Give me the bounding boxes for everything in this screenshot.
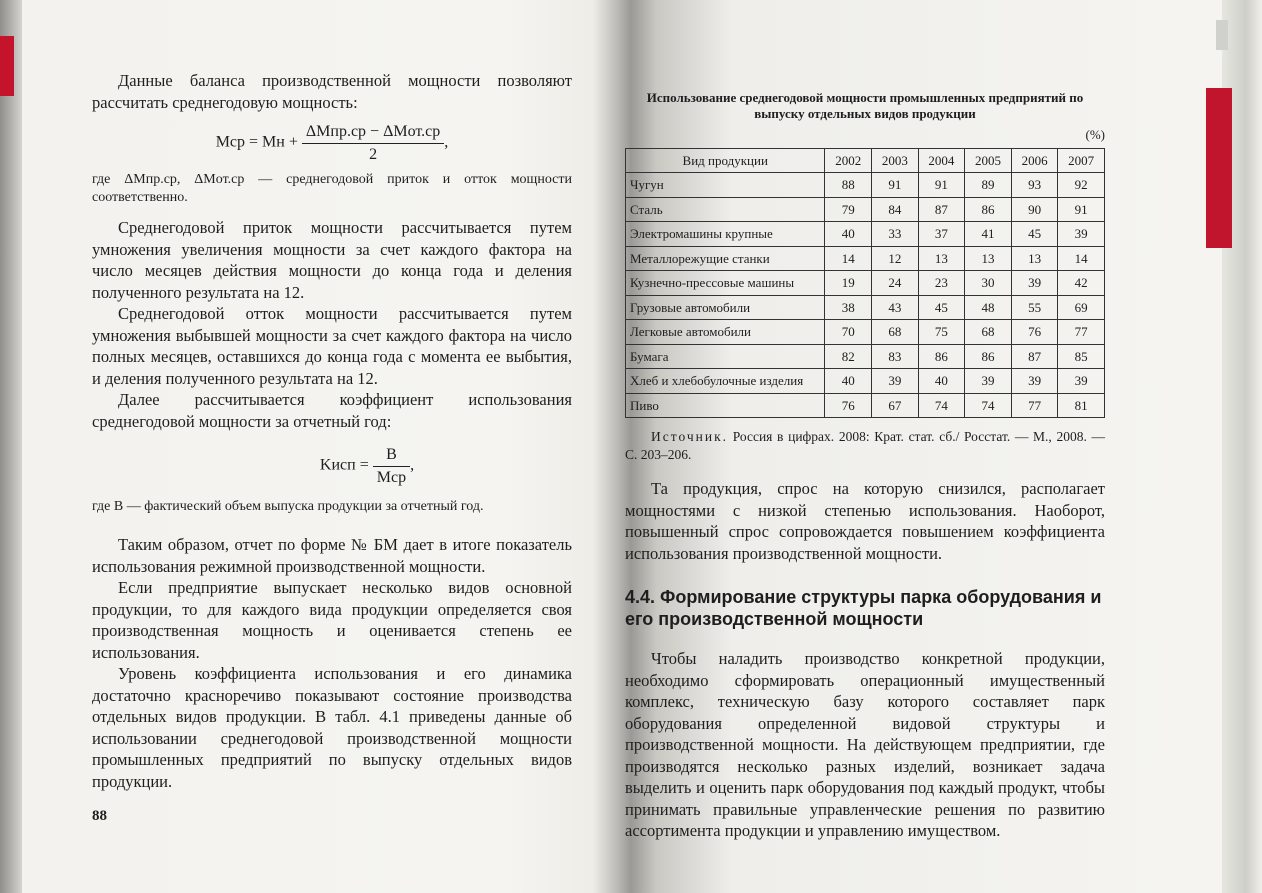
row-label: Сталь <box>626 197 825 222</box>
formula-tail: , <box>410 456 415 474</box>
table-cell: 83 <box>872 344 919 369</box>
table-cell: 86 <box>965 344 1012 369</box>
table-cell: 33 <box>872 222 919 247</box>
table-cell: 88 <box>825 173 872 198</box>
table-cell: 89 <box>965 173 1012 198</box>
paragraph: Уровень коэффициента использования и его динамика достаточно красноречиво показывают состояние производства отдельных видов продукции. В табл. 4.1 приведены данные об использовании среднегодовой производственной мощности промышленных предприятий по выпуску отдельных видов продукции. <box>92 664 572 791</box>
table-cell: 12 <box>872 246 919 271</box>
formula-denominator: Mср <box>376 468 407 486</box>
table-cell: 13 <box>918 246 965 271</box>
row-label: Грузовые автомобили <box>626 295 825 320</box>
formula-lhs: Kисп = <box>319 456 369 474</box>
source-text: Россия в цифрах. 2008: Крат. стат. сб./ Росстат. — М., 2008. — С. 203–206. <box>625 429 1106 462</box>
formula-explanation: где B — фактический объем выпуска продукции за отчетный год. <box>92 499 484 514</box>
paragraph: Если предприятие выпускает несколько видов основной продукции, то для каждого вида продукции определяется своя производственная мощность и оценивается степень ее использования. <box>92 578 572 662</box>
paragraph: Та продукция, спрос на которую снизился, располагает мощностями с низкой степенью использования. Наоборот, повышенный спрос сопровождается повышением коэффициента использования производственной мощности. <box>625 479 1105 563</box>
table-cell: 91 <box>1058 197 1105 222</box>
table-cell: 76 <box>1011 320 1058 345</box>
table-cell: 39 <box>872 369 919 394</box>
table-cell: 68 <box>872 320 919 345</box>
table-cell: 19 <box>825 271 872 296</box>
column-header: 2005 <box>965 148 1012 173</box>
table-cell: 41 <box>965 222 1012 247</box>
table-cell: 40 <box>825 222 872 247</box>
capacity-usage-table <box>625 148 1105 419</box>
left-page <box>92 70 572 792</box>
right-red-bookmark-tab <box>1206 88 1232 248</box>
table-cell: 24 <box>872 271 919 296</box>
formula-fraction <box>302 121 444 165</box>
table-cell: 69 <box>1058 295 1105 320</box>
formula-denominator: 2 <box>369 145 378 163</box>
table-cell: 86 <box>918 344 965 369</box>
formula-explanation: где ΔMпр.ср, ΔMот.ср — среднегодовой приток и отток мощности соответственно. <box>92 172 572 205</box>
table-cell: 86 <box>965 197 1012 222</box>
table-row <box>626 222 1105 247</box>
table-cell: 77 <box>1011 393 1058 418</box>
right-grey-tab <box>1216 20 1228 50</box>
section-heading: 4.4. Формирование структуры парка оборудования и его производственной мощности <box>625 587 1102 629</box>
row-label: Хлеб и хлебобулочные изделия <box>626 369 825 394</box>
table-cell: 43 <box>872 295 919 320</box>
paragraph: Данные баланса производственной мощности позволяют рассчитать среднегодовую мощность: <box>92 71 572 112</box>
table-row <box>626 344 1105 369</box>
table-cell: 30 <box>965 271 1012 296</box>
column-header: 2004 <box>918 148 965 173</box>
row-label: Пиво <box>626 393 825 418</box>
table-header-row <box>626 148 1105 173</box>
table-cell: 74 <box>918 393 965 418</box>
table-cell: 48 <box>965 295 1012 320</box>
right-page <box>625 90 1105 842</box>
table-cell: 91 <box>872 173 919 198</box>
table-cell: 87 <box>918 197 965 222</box>
table-cell: 45 <box>1011 222 1058 247</box>
row-label: Чугун <box>626 173 825 198</box>
table-cell: 55 <box>1011 295 1058 320</box>
table-cell: 38 <box>825 295 872 320</box>
table-cell: 42 <box>1058 271 1105 296</box>
table-row <box>626 173 1105 198</box>
table-cell: 23 <box>918 271 965 296</box>
table-cell: 91 <box>918 173 965 198</box>
source-label: Источник. <box>651 429 729 444</box>
column-header: 2006 <box>1011 148 1058 173</box>
table-unit: (%) <box>1085 127 1105 142</box>
table-cell: 68 <box>965 320 1012 345</box>
paragraph: Далее рассчитывается коэффициент использования среднегодовой мощности за отчетный год: <box>92 390 572 431</box>
table-row <box>626 320 1105 345</box>
table-cell: 90 <box>1011 197 1058 222</box>
table-cell: 81 <box>1058 393 1105 418</box>
table-cell: 84 <box>872 197 919 222</box>
table-cell: 45 <box>918 295 965 320</box>
formula-numerator: B <box>373 444 410 467</box>
table-source <box>625 428 1105 464</box>
table-cell: 85 <box>1058 344 1105 369</box>
left-page-edge <box>0 0 22 893</box>
table-cell: 39 <box>965 369 1012 394</box>
table-cell: 39 <box>1011 369 1058 394</box>
table-title: Использование среднегодовой мощности промышленных предприятий по выпуску отдельных видов продукции <box>646 90 1084 121</box>
table-cell: 74 <box>965 393 1012 418</box>
table-cell: 40 <box>825 369 872 394</box>
row-label: Легковые автомобили <box>626 320 825 345</box>
column-header: 2007 <box>1058 148 1105 173</box>
table-cell: 70 <box>825 320 872 345</box>
table-cell: 40 <box>918 369 965 394</box>
table-cell: 39 <box>1058 222 1105 247</box>
formula-utilization <box>162 444 572 488</box>
row-label: Электромашины крупные <box>626 222 825 247</box>
table-row <box>626 369 1105 394</box>
formula-tail: , <box>444 133 449 151</box>
table-cell: 87 <box>1011 344 1058 369</box>
row-label: Бумага <box>626 344 825 369</box>
table-cell: 39 <box>1058 369 1105 394</box>
table-cell: 76 <box>825 393 872 418</box>
paragraph: Таким образом, отчет по форме № БМ дает в итоге показатель использования режимной производственной мощности. <box>92 535 572 576</box>
paragraph: Чтобы наладить производство конкретной продукции, необходимо сформировать операционный имущественный комплекс, техническую базу которого составляет парк оборудования определенной видовой структуры и производственной мощности. На действующем предприятии, где производятся несколько разных изделий, возникает задача выделить и оценить парк оборудования под каждый продукт, чтобы принимать правильные управленческие решения по развитию ассортимента продукции и управлению имуществом. <box>625 649 1105 840</box>
table-cell: 79 <box>825 197 872 222</box>
paragraph: Среднегодовой приток мощности рассчитывается путем умножения увеличения мощности за счет каждого фактора на число месяцев действия мощности до конца года и деления полученного результата на 12. <box>92 218 572 302</box>
formula-average-capacity <box>92 121 572 165</box>
table-cell: 75 <box>918 320 965 345</box>
table-row <box>626 295 1105 320</box>
table-cell: 92 <box>1058 173 1105 198</box>
formula-fraction <box>373 444 410 488</box>
table-cell: 14 <box>1058 246 1105 271</box>
formula-lhs: Mср = Mн + <box>215 133 298 151</box>
table-cell: 37 <box>918 222 965 247</box>
formula-numerator: ΔMпр.ср − ΔMот.ср <box>302 121 444 144</box>
page-number: 88 <box>92 808 107 824</box>
table-row <box>626 271 1105 296</box>
column-header: Вид продукции <box>626 148 825 173</box>
table-cell: 13 <box>1011 246 1058 271</box>
table-cell: 77 <box>1058 320 1105 345</box>
table-cell: 67 <box>872 393 919 418</box>
table-cell: 93 <box>1011 173 1058 198</box>
table-row <box>626 197 1105 222</box>
column-header: 2003 <box>872 148 919 173</box>
left-red-bookmark-tab <box>0 36 14 96</box>
paragraph: Среднегодовой отток мощности рассчитывается путем умножения выбывшей мощности за счет каждого фактора на число полных месяцев, оставшихся до конца года с момента ее выбытия, и деления полученного результата на 12. <box>92 304 572 388</box>
table-cell: 14 <box>825 246 872 271</box>
table-row <box>626 246 1105 271</box>
row-label: Кузнечно-прессовые машины <box>626 271 825 296</box>
column-header: 2002 <box>825 148 872 173</box>
row-label: Металлорежущие станки <box>626 246 825 271</box>
table-cell: 39 <box>1011 271 1058 296</box>
table-cell: 82 <box>825 344 872 369</box>
table-cell: 13 <box>965 246 1012 271</box>
table-row <box>626 393 1105 418</box>
